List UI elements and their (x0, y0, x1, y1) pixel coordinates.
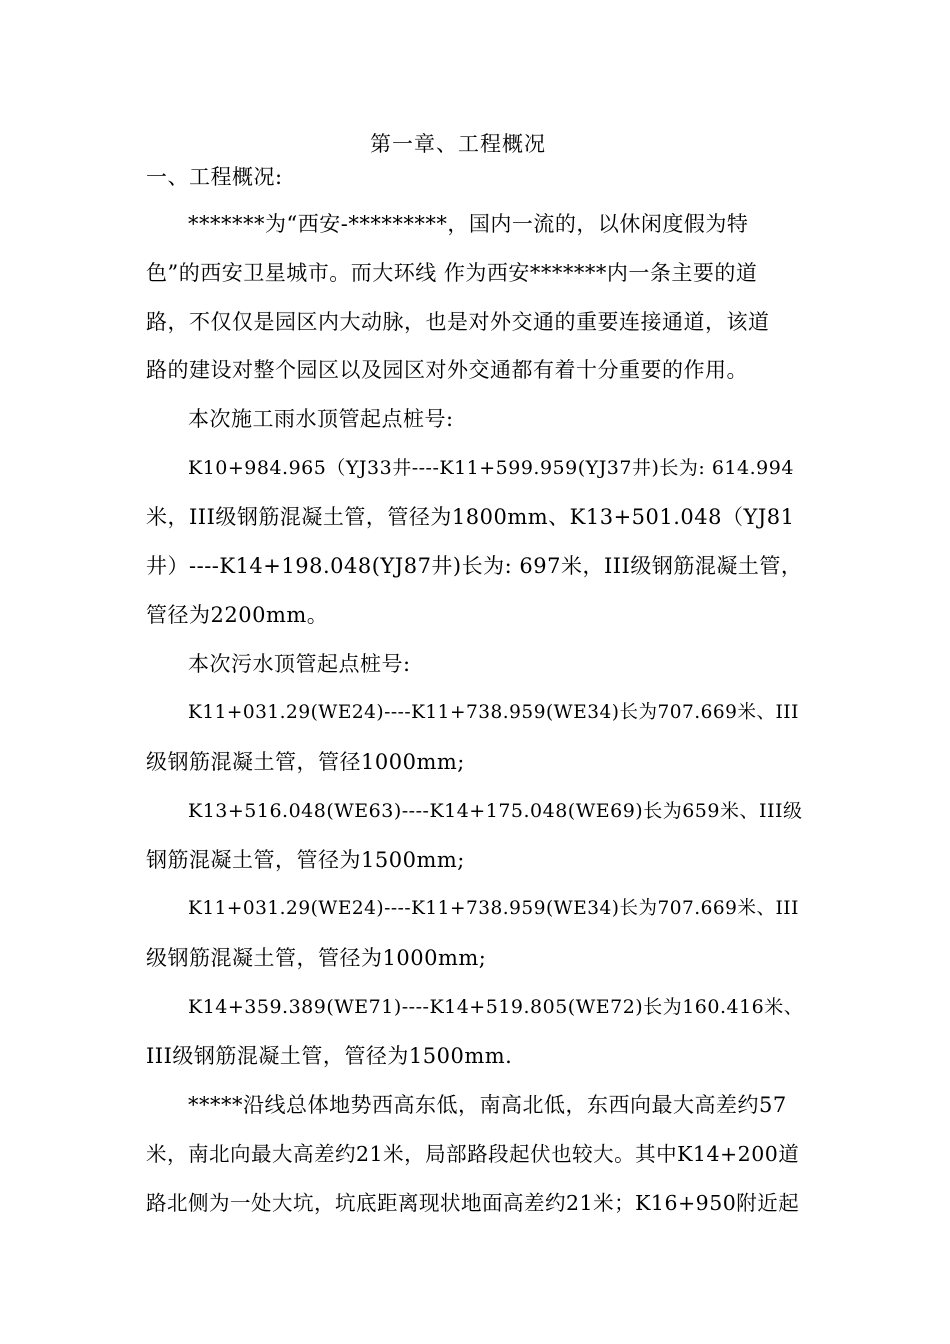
paragraph-line: 路，不仅仅是园区内大动脉，也是对外交通的重要连接通道，该道 (146, 310, 770, 334)
paragraph-line: 本次污水顶管起点桩号: (188, 652, 411, 676)
paragraph-line: 色”的西安卫星城市。而大环线 作为西安*******内一条主要的道 (146, 261, 758, 285)
paragraph-line: *****沿线总体地势西高东低，南高北低，东西向最大高差约57 (188, 1093, 787, 1117)
paragraph-line: 级钢筋混凝土管，管径1000mm; (146, 750, 465, 774)
paragraph-line: *******为“西安-*********，国内一流的，以休闲度假为特 (188, 212, 749, 236)
paragraph-line: 路北侧为一处大坑，坑底距离现状地面高差约21米；K16+950附近起 (146, 1191, 800, 1215)
section-heading: 一、工程概况: (146, 165, 283, 189)
paragraph-line: K10+984.965（YJ33井----K11+599.959(YJ37井)长为: 614.994 (188, 457, 794, 479)
paragraph-line: 管径为2200mm。 (146, 603, 329, 627)
paragraph-line: 米，III级钢筋混凝土管，管径为1800mm、K13+501.048（YJ81 (146, 505, 795, 529)
paragraph-line: 级钢筋混凝土管，管径为1000mm; (146, 946, 487, 970)
paragraph-line: 钢筋混凝土管，管径为1500mm; (146, 848, 465, 872)
paragraph-line: K11+031.29(WE24)----K11+738.959(WE34)长为707.669米、III (188, 702, 799, 723)
paragraph-line: K13+516.048(WE63)----K14+175.048(WE69)长为659米、III级 (188, 800, 803, 822)
paragraph-line: 本次施工雨水顶管起点桩号: (188, 407, 454, 431)
paragraph-line: K14+359.389(WE71)----K14+519.805(WE72)长为160.416米、 (188, 996, 804, 1018)
paragraph-line: 井）----K14+198.048(YJ87井)长为: 697米，III级钢筋混凝土管， (146, 554, 803, 578)
paragraph-line: 路的建设对整个园区以及园区对外交通都有着十分重要的作用。 (146, 358, 748, 382)
paragraph-line: III级钢筋混凝土管，管径为1500mm. (146, 1044, 513, 1068)
paragraph-line: 米，南北向最大高差约21米，局部路段起伏也较大。其中K14+200道 (146, 1142, 800, 1166)
chapter-title: 第一章、工程概况 (370, 132, 546, 156)
paragraph-line: K11+031.29(WE24)----K11+738.959(WE34)长为707.669米、III (188, 898, 799, 919)
